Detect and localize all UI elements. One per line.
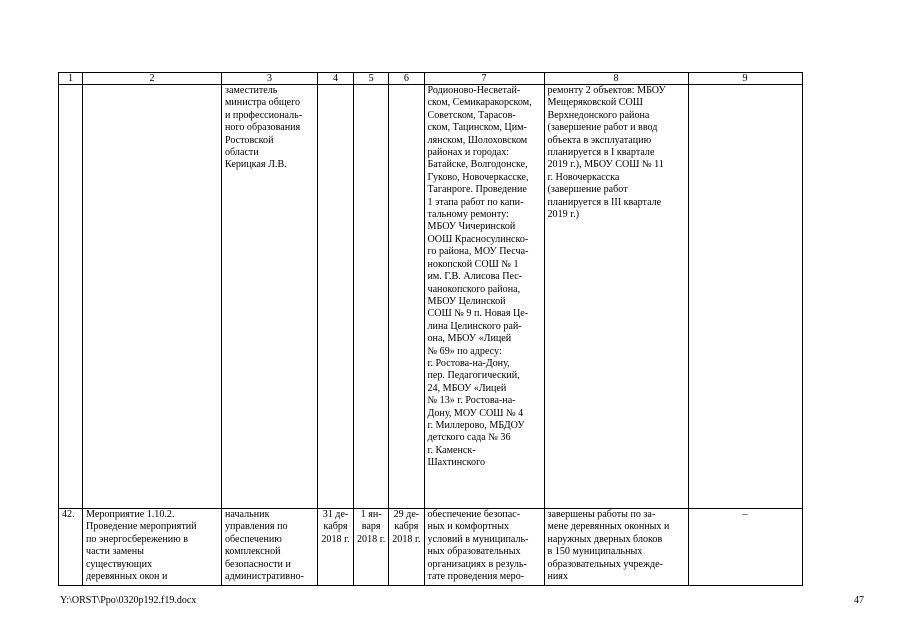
cell-text-line: кабря	[323, 521, 348, 533]
planned-end-date-cell	[318, 509, 354, 586]
cell-text-line: области	[225, 147, 259, 159]
planned-end-date-cell	[318, 85, 354, 509]
cell-text-line: 2019 г.)	[547, 209, 580, 221]
cell-text-line: кабря	[394, 521, 419, 533]
column-number: 9	[688, 73, 802, 85]
cell-text-line: Керицкая Л.В.	[225, 159, 287, 171]
actual-result-cell	[544, 509, 688, 586]
cell-text-line: районах и городах:	[427, 147, 510, 159]
cell-text-line: завершены работы по за-	[547, 509, 656, 520]
cell-text-line: го района, МОУ Песча-	[427, 246, 529, 258]
cell-text-line: Мероприятие 1.10.2.	[86, 509, 175, 520]
column-number: 7	[424, 73, 544, 85]
cell-text-line: Таганроге. Проведение	[427, 184, 527, 196]
cell-text-line: обеспечению	[225, 533, 282, 545]
cell-text-line: объекта в эксплуатацию	[547, 134, 652, 146]
row-number-cell: 42.	[59, 509, 83, 586]
cell-text-line: 2018 г.	[392, 533, 421, 545]
cell-text-line: начальник	[225, 509, 270, 520]
column-number: 2	[83, 73, 222, 85]
cell-text-line: ремонту 2 объектов: МБОУ	[547, 85, 666, 96]
actual-start-date-cell	[354, 509, 389, 586]
cell-text-line: Ростовской	[225, 134, 274, 146]
page-number: 47	[854, 595, 864, 606]
cell-text-line: ниях	[547, 571, 568, 583]
table-row-42	[59, 509, 803, 586]
responsible-cell	[222, 85, 318, 509]
cell-text-line: тате проведения меро-	[427, 571, 525, 583]
cell-text-line: и профессиональ-	[225, 109, 303, 121]
column-number: 5	[354, 73, 389, 85]
cell-text-line: лина Целинского рай-	[427, 320, 522, 332]
cell-text-line: МБОУ Чичеринской	[427, 221, 516, 233]
cell-text-line: 24, МБОУ «Лицей	[427, 382, 507, 394]
expected-result-cell	[424, 85, 544, 509]
cell-text-line: 2018 г.	[321, 533, 350, 545]
cell-text-line: 29 де-	[393, 509, 420, 520]
deviation-reason-cell: –	[688, 509, 802, 586]
measure-name-cell	[83, 85, 222, 509]
column-number-row	[59, 73, 803, 85]
cell-text-line: 31 де-	[322, 509, 349, 520]
footer-file-path: Y:\ORST\Ppo\0320p192.f19.docx	[60, 595, 197, 606]
cell-text-line: ных и комфортных	[427, 521, 509, 533]
cell-text-line: в 150 муниципальных	[547, 546, 643, 558]
cell-text-line: существующих	[86, 558, 153, 570]
cell-text-line: № 13» г. Ростова-на-	[427, 395, 516, 407]
cell-text-line: Советском, Тарасов-	[427, 109, 516, 121]
column-number: 4	[318, 73, 354, 85]
cell-text-line: 2018 г.	[357, 533, 386, 545]
column-number: 3	[222, 73, 318, 85]
cell-text-line: ском, Тацинском, Цим-	[427, 122, 527, 134]
cell-text-line: 1 ян-	[360, 509, 382, 520]
cell-text-line: ного образования	[225, 122, 301, 134]
column-number: 6	[389, 73, 424, 85]
cell-text-line: заместитель	[225, 85, 278, 96]
cell-text-line: Шахтинского	[427, 457, 486, 469]
cell-text-line: ных образовательных	[427, 546, 521, 558]
actual-start-date-cell	[354, 85, 389, 509]
cell-text-line: безопасности и	[225, 558, 291, 570]
cell-text-line: планируется в III квартале	[547, 196, 662, 208]
cell-text-line: образовательных учрежде-	[547, 558, 663, 570]
cell-text-line: Дону, МОУ СОШ № 4	[427, 407, 524, 419]
cell-text-line: Верхнедонского района	[547, 109, 650, 121]
cell-text-line: г. Каменск-	[427, 444, 476, 456]
cell-text-line: ском, Семикаракорском,	[427, 97, 532, 109]
cell-text-line: условий в муниципаль-	[427, 533, 529, 545]
cell-text-line: административно-	[225, 571, 304, 583]
cell-text-line: лянском, Шолоховском	[427, 134, 528, 146]
cell-text-line: 1 этапа работ по капи-	[427, 196, 524, 208]
cell-text-line: обеспечение безопас-	[427, 509, 521, 520]
cell-text-line: чанокопского района,	[427, 283, 521, 295]
cell-text-line: г. Миллерово, МБДОУ	[427, 419, 525, 431]
column-number: 1	[59, 73, 83, 85]
cell-text-line: пер. Педагогический,	[427, 370, 520, 382]
cell-text-line: комплексной	[225, 546, 281, 558]
cell-text-line: СОШ № 9 п. Новая Це-	[427, 308, 529, 320]
cell-text-line: Мещеряковской СОШ	[547, 97, 643, 109]
deviation-reason-cell	[688, 85, 802, 509]
cell-text-line: тальному ремонту:	[427, 209, 509, 221]
cell-text-line: № 69» по адресу:	[427, 345, 502, 357]
cell-text-line: деревянных окон и	[86, 571, 168, 583]
cell-text-line: наружных дверных блоков	[547, 533, 663, 545]
cell-text-line: организациях в резуль-	[427, 558, 527, 570]
table-row-continued	[59, 85, 803, 509]
column-number: 8	[544, 73, 688, 85]
cell-text-line: (завершение работ и ввод	[547, 122, 658, 134]
cell-text-line: МБОУ Целинской	[427, 295, 506, 307]
responsible-cell	[222, 509, 318, 586]
measures-table	[58, 72, 803, 586]
cell-text-line: Гуково, Новочеркасске,	[427, 171, 529, 183]
actual-end-date-cell	[389, 509, 424, 586]
cell-text-line: (завершение работ	[547, 184, 628, 196]
measure-name-cell	[83, 509, 222, 586]
cell-text-line: г. Ростова-на-Дону,	[427, 357, 510, 369]
row-number-cell	[59, 85, 83, 509]
cell-text-line: министра общего	[225, 97, 301, 109]
cell-text-line: нокопской СОШ № 1	[427, 258, 519, 270]
cell-text-line: Батайске, Волгодонске,	[427, 159, 528, 171]
actual-result-cell	[544, 85, 688, 509]
cell-text-line: по энергосбережению в	[86, 533, 188, 545]
expected-result-cell	[424, 509, 544, 586]
actual-end-date-cell	[389, 85, 424, 509]
cell-text-line: г. Новочеркасска	[547, 171, 620, 183]
cell-text-line: она, МБОУ «Лицей	[427, 333, 512, 345]
cell-text-line: Проведение мероприятий	[86, 521, 197, 533]
cell-text-line: мене деревянных оконных и	[547, 521, 670, 533]
cell-text-line: планируется в I квартале	[547, 147, 655, 159]
cell-text-line: варя	[361, 521, 381, 533]
cell-text-line: ООШ Красносулинско-	[427, 233, 529, 245]
cell-text-line: управления по	[225, 521, 288, 533]
cell-text-line: детского сада № 36	[427, 432, 511, 444]
cell-text-line: части замены	[86, 546, 144, 558]
cell-text-line: им. Г.В. Алисова Пес-	[427, 271, 523, 283]
cell-text-line: Родионово-Несветай-	[427, 85, 521, 96]
cell-text-line: 2019 г.), МБОУ СОШ № 11	[547, 159, 664, 171]
